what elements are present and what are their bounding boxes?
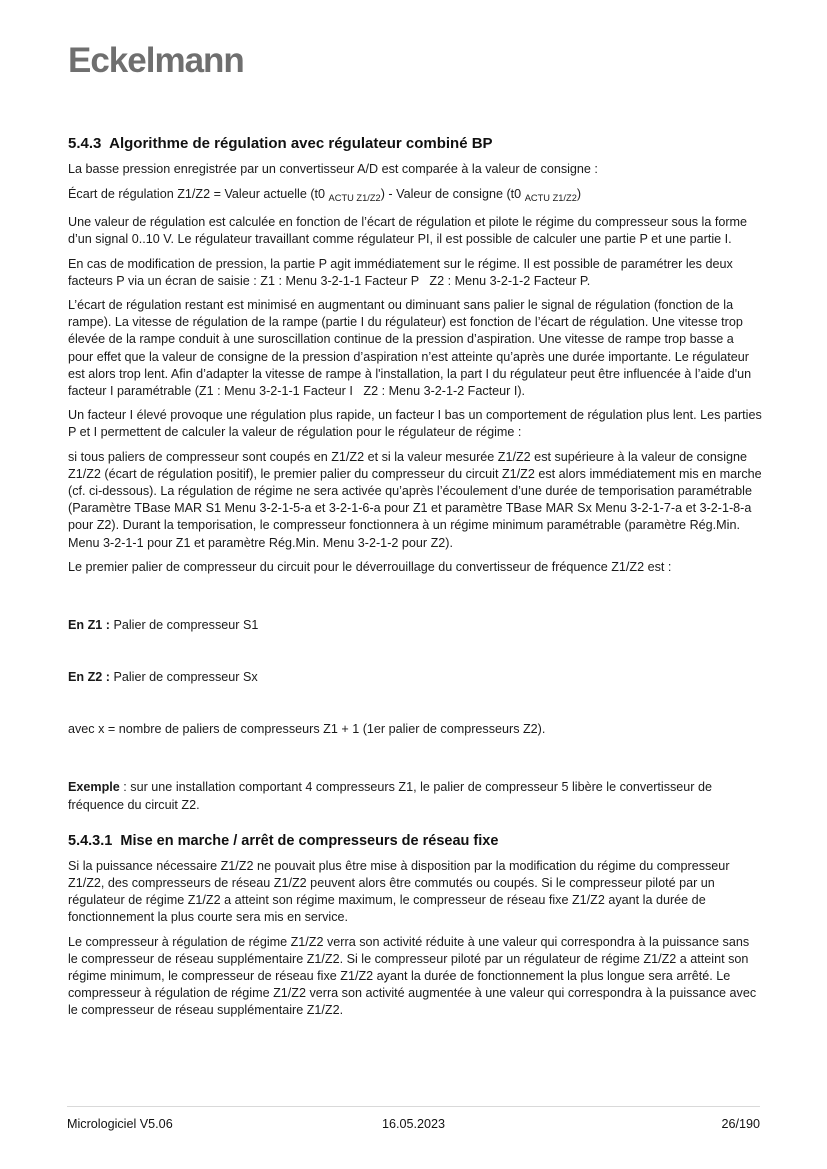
formula-text-2: ) - Valeur de consigne (t0 (380, 187, 525, 202)
document-body (68, 135, 766, 1020)
line-en-z1 (68, 617, 762, 634)
paragraph-premier-palier: Le premier palier de compresseur du circuit pour le déverrouillage du convertisseur de fréquence Z1/Z2 est : (68, 559, 672, 574)
formula-text-1: Écart de régulation Z1/Z2 = Valeur actuelle (t0 (68, 187, 329, 202)
formula-subscript-1: ACTU Z1/Z2 (328, 193, 381, 204)
paragraph-ecart-restant: L’écart de régulation restant est minimisé en augmentant ou diminuant sans palier le signal de régulation (fonction de la rampe). La vitesse de régulation de la rampe (partie I du régulateur) est fonction de l’écart de régulation. Une vitesse trop élevée de la rampe conduit à une suroscillation continue de la pression d’aspiration. Une vitesse de rampe trop basse a pour effet que la valeur de consigne de la pression d’aspiration n’est atteinte qu’après une durée importante. Le régulateur est alors trop lent. Afin d’adapter la vitesse de rampe à l'installation, la part I du régulateur peut être influencée à l’aide d'un facteur I paramétrable (Z1 : Menu 3-2-1-1 Facteur I Z2 : Menu 3-2-1-2 Facteur I). (68, 298, 755, 399)
page-footer (67, 1106, 760, 1132)
footer-page-number: 26/190 (721, 1117, 760, 1131)
paragraph-exemple (68, 779, 762, 813)
paragraph-activite-compresseur: Le compresseur à régulation de régime Z1/Z2 verra son activité réduite à une valeur qui correspondra à la puissance sans le compresseur de réseau supplémentaire Z1/Z2. Si le compresseur piloté par un régulateur de régime Z1/Z2 a atteint son régime minimum, le compresseur de réseau fixe Z1/Z2 ayant la durée de fonctionnement la plus longue sera arrêté. Le compresseur à régulation de régime Z1/Z2 verra son activité augmentée à une valeur qui correspondra à la puissance avec le compresseur de réseau supplémentaire Z1/Z2. (68, 934, 760, 1018)
line-avec-x: avec x = nombre de paliers de compresseurs Z1 + 1 (1er palier de compresseurs Z2). (68, 721, 546, 736)
line-en-z2-text: Palier de compresseur Sx (109, 670, 258, 685)
formula-ecart-regulation (68, 185, 762, 207)
line-en-z1-text: Palier de compresseur S1 (109, 618, 259, 633)
exemple-label: Exemple (68, 780, 120, 795)
line-en-z2 (68, 669, 762, 686)
paragraph-valeur-regulation: Une valeur de régulation est calculée en fonction de l’écart de régulation et pilote le régime du compresseur sous la forme d’un signal 0..10 V. Le régulateur travaillant comme régulateur PI, il est possible de calculer une partie P et une partie I. (68, 215, 751, 247)
formula-subscript-2: ACTU Z1/Z2 (524, 193, 577, 204)
footer-date: 16.05.2023 (381, 1117, 446, 1131)
paragraph-paliers-compresseur: si tous paliers de compresseur sont coupés en Z1/Z2 et si la valeur mesurée Z1/Z2 est supérieure à la valeur de consigne Z1/Z2 (écart de régulation positif), le premier palier du compresseur du circuit Z1/Z2 est alors immédiatement mis en marche (cf. ci-dessous). La régulation de régime ne sera activée qu’après l’écoulement d’une durée de temporisation paramétrable (Paramètre TBase MAR S1 Menu 3-2-1-5-a et 3-2-1-6-a pour Z1 et paramètre TBase MAR Sx Menu 3-2-1-7-a et 3-2-1-8-a pour Z2). Durant la temporisation, le compresseur fonctionnera à un régime minimum paramétrable (paramètre Rég.Min. Menu 3-2-1-1 pour Z1 et paramètre Rég.Min. Menu 3-2-1-2 pour Z2). (68, 449, 766, 550)
section-heading-5-4-3-1: 5.4.3.1 Mise en marche / arrêt de compresseurs de réseau fixe (68, 832, 499, 849)
paragraph-facteur-i: Un facteur I élevé provoque une régulation plus rapide, un facteur I bas un comportement de régulation plus lent. Les parties P et I permettent de calculer la valeur de régulation pour le régulateur de régime : (68, 408, 766, 440)
paragraph-modification-pression: En cas de modification de pression, la partie P agit immédiatement sur le régime. Il est possible de paramétrer les deux facteurs P via un écran de saisie : Z1 : Menu 3-2-1-1 Facteur P Z2 : Menu 3-2-1-2 Facteur P. (68, 256, 737, 288)
line-en-z2-label: En Z2 : (68, 670, 110, 685)
exemple-text: : sur une installation comportant 4 compresseurs Z1, le palier de compresseur 5 libère le convertisseur de fréquence du circuit Z2. (68, 780, 716, 812)
footer-version: Micrologiciel V5.06 (67, 1117, 173, 1131)
eckelmann-logo: Eckelmann (68, 41, 244, 80)
section-heading-5-4-3: 5.4.3 Algorithme de régulation avec régulateur combiné BP (68, 135, 493, 152)
line-en-z1-label: En Z1 : (68, 618, 110, 633)
formula-text-3: ) (576, 187, 582, 202)
list-paliers (68, 583, 762, 772)
paragraph-intro: La basse pression enregistrée par un convertisseur A/D est comparée à la valeur de consigne : (68, 162, 598, 176)
paragraph-puissance-necessaire: Si la puissance nécessaire Z1/Z2 ne pouvait plus être mise à disposition par la modification du régime du compresseur Z1/Z2, des compresseurs de réseau Z1/Z2 peuvent alors être commutés ou coupés. Si le compresseur piloté par un régulateur de régime Z1/Z2 a atteint son régime maximum, le compresseur de réseau fixe Z1/Z2 ayant la durée de fonctionnement la plus courte sera mis en service. (68, 858, 734, 925)
